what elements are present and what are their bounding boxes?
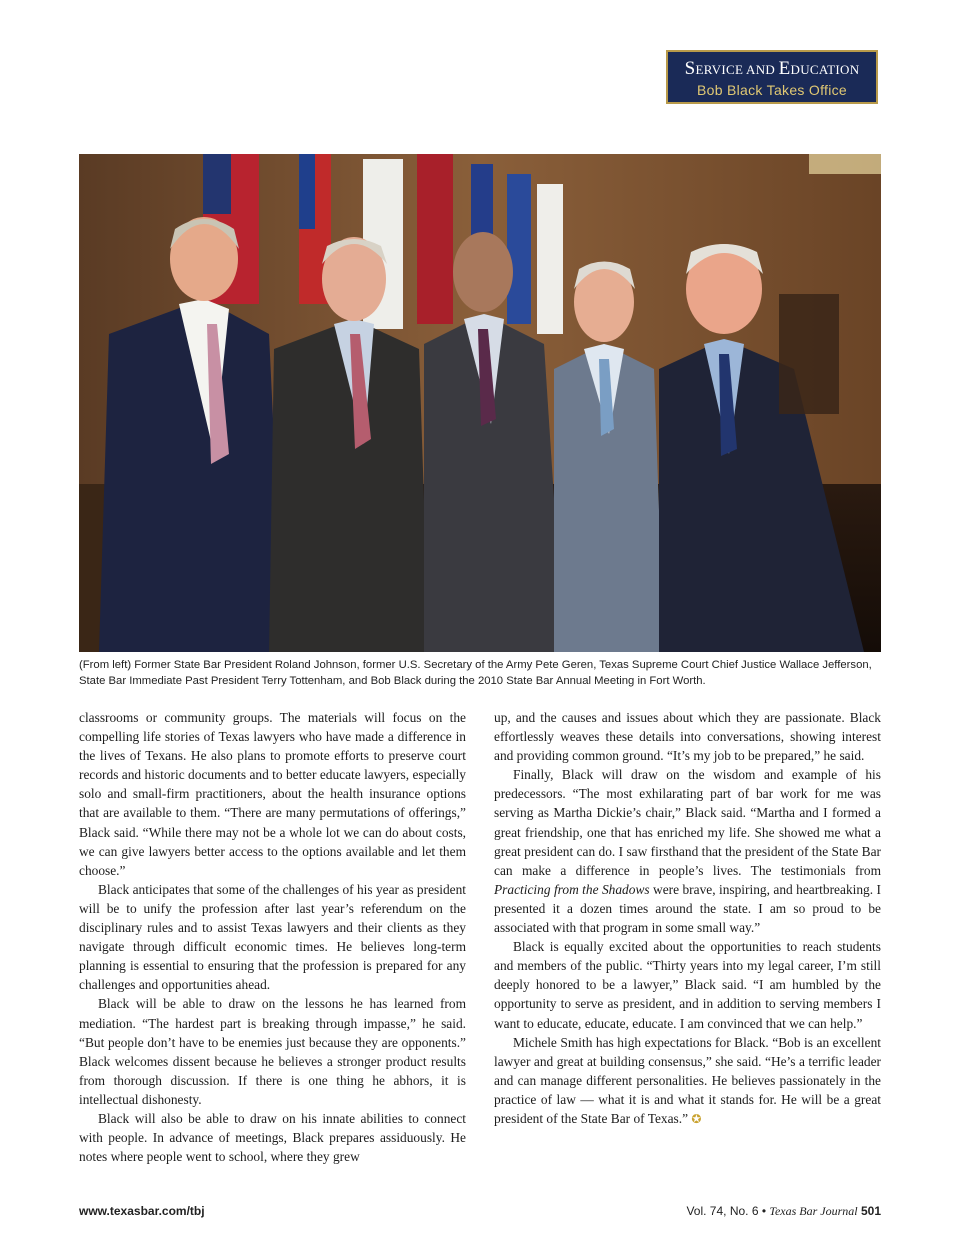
end-of-article-icon: ✪	[691, 1111, 702, 1126]
article-left-column	[79, 708, 466, 1166]
bullet-separator: •	[761, 1204, 767, 1218]
section-badge	[666, 50, 878, 104]
paragraph: classrooms or community groups. The materials will focus on the compelling life stories of Texas lawyers who have made a difference in the lives of Texans. He also plans to promote efforts to preserve court records and historic documents and to better educate lawyers, especially solo and small-firm practitioners, about the health insurance options that are available to them. “There are many permutations of offerings,” Black said. “While there may not be a whole lot we can do about costs, we can give lawyers better access to the options available and let them choose.”	[79, 710, 466, 878]
footer-url[interactable]: www.texasbar.com/tbj	[79, 1204, 205, 1218]
paragraph: Black is equally excited about the opportunities to reach students and members of the public. “Thirty years into my legal career, I’m still deeply honored to be a lawyer,” Black said. “I am humbled by the opportunity to serve as president, and in addition to serving members I want to educate, educate, educate. I am convinced that we can help.”	[494, 939, 881, 1031]
page-number: 501	[860, 1204, 881, 1218]
section-title: SERVICE AND EDUCATION	[684, 58, 860, 79]
group-photo-illustration	[79, 154, 881, 652]
photo-caption: (From left) Former State Bar President Roland Johnson, former U.S. Secretary of the Army Pete Geren, Texas Supreme Court Chief Justice Wallace Jefferson, State Bar Immediate Past President Terry Tottenham, and Bob Black during the 2010 State Bar Annual Meeting in Fort Worth.	[79, 659, 872, 687]
paragraph: up, and the causes and issues about which they are passionate. Black effortlessly weaves these details into conversations, showing interest and providing common ground. “It’s my job to be prepared,” he said.	[494, 710, 881, 764]
program-title: Practicing from the Shadows	[494, 881, 650, 897]
volume-label: Vol. 74, No. 6	[686, 1204, 759, 1218]
journal-name: Texas Bar Journal	[769, 1204, 858, 1218]
section-subtitle: Bob Black Takes Office	[696, 82, 848, 98]
paragraph: Black will also be able to draw on his innate abilities to connect with people. In advance of meetings, Black prepares assiduously. He notes where people went to school, where they grew	[79, 1110, 466, 1165]
paragraph: Black will be able to draw on the lessons he has learned from mediation. “The hardest part is breaking through impasse,” he said. “But people don’t have to be enemies just because they are opponents.” Black welcomes dissent because he believes a stronger product results from thorough discussion. If there is one thing he abhors, it is intellectual dishonesty.	[79, 996, 466, 1107]
group-photo	[79, 154, 881, 652]
paragraph: Michele Smith has high expectations for Black. “Bob is an excellent lawyer and great at building consensus,” she said. “He’s a terrific leader and can manage different personalities. He believes passionately in the practice of law — what it is and what it stands for. He will be a great president of the State Bar of Texas.” ✪	[494, 1034, 881, 1126]
footer-issue-info	[686, 1204, 881, 1219]
paragraph: Finally, Black will draw on the wisdom and example of his predecessors. “The most exhilarating part of bar work for me was serving as Martha Dickie’s chair,” Black said. “Martha and I formed a great friendship, one that has enriched my life. She showed me what a great president can do. I saw firsthand that the president of the State Bar can make a difference in people’s lives. The testimonials from Practicing from the Shadows were brave, inspiring, and heartbreaking. I presented it a dozen times around the state. I am so proud to be associated with that program in some small way.”	[494, 767, 881, 936]
paragraph: Black anticipates that some of the challenges of his year as president will be to unify the profession after last year’s referendum on the disciplinary rules and to assist Texas lawyers and their clients as they navigate through difficult economic times. He believes long-term planning is essential to ensuring that the profession is prepared for any challenges and opportunities ahead.	[79, 881, 466, 993]
article-right-column	[494, 708, 881, 1129]
